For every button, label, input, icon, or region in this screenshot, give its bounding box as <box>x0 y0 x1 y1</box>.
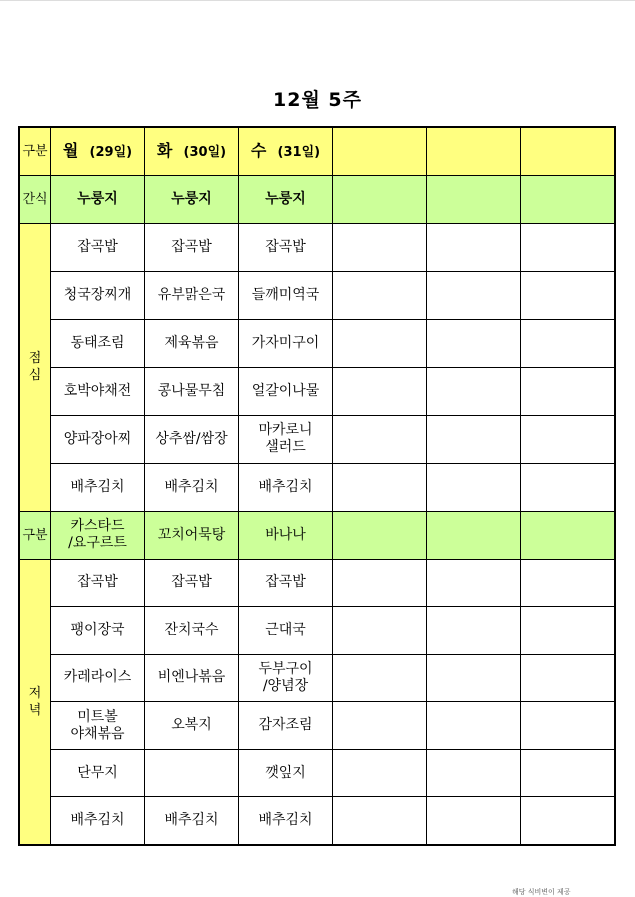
empty-cell <box>333 127 427 175</box>
empty-cell <box>427 463 521 511</box>
empty-cell <box>333 511 427 559</box>
mid-item: 바나나 <box>239 511 333 559</box>
dinner-item: 비엔나볶음 <box>145 654 239 702</box>
dinner-item: 잡곡밥 <box>145 559 239 607</box>
empty-cell <box>333 175 427 223</box>
empty-cell <box>521 415 616 463</box>
dinner-item: 깻잎지 <box>239 749 333 797</box>
dinner-item: 단무지 <box>51 749 145 797</box>
dinner-item: 미트볼 야채볶음 <box>51 702 145 750</box>
empty-cell <box>427 511 521 559</box>
dinner-item: 두부구이 /양념장 <box>239 654 333 702</box>
empty-cell <box>427 415 521 463</box>
dinner-item: 팽이장국 <box>51 607 145 655</box>
empty-cell <box>521 702 616 750</box>
dinner-item: 잡곡밥 <box>51 559 145 607</box>
day-name: 화 <box>156 140 173 160</box>
empty-cell <box>521 607 616 655</box>
empty-cell <box>333 415 427 463</box>
empty-cell <box>333 223 427 271</box>
dinner-item: 잡곡밥 <box>239 559 333 607</box>
empty-cell <box>427 367 521 415</box>
dinner-item: 근대국 <box>239 607 333 655</box>
empty-cell <box>427 749 521 797</box>
empty-cell <box>427 319 521 367</box>
empty-cell <box>521 797 616 845</box>
empty-cell <box>333 319 427 367</box>
empty-cell <box>521 127 616 175</box>
lunch-item: 호박야채전 <box>51 367 145 415</box>
empty-cell <box>521 175 616 223</box>
menu-table <box>18 126 616 846</box>
empty-cell <box>427 559 521 607</box>
lunch-item: 가자미구이 <box>239 319 333 367</box>
dinner-label: 저 녁 <box>19 559 51 845</box>
lunch-item: 콩나물무침 <box>145 367 239 415</box>
empty-cell <box>427 702 521 750</box>
empty-cell <box>427 654 521 702</box>
snack-label: 간식 <box>19 175 51 223</box>
day-header <box>51 127 145 175</box>
empty-cell <box>427 223 521 271</box>
lunch-item: 제육볶음 <box>145 319 239 367</box>
dinner-item: 감자조림 <box>239 702 333 750</box>
lunch-item: 잡곡밥 <box>239 223 333 271</box>
lunch-item: 배추김치 <box>239 463 333 511</box>
empty-cell <box>521 511 616 559</box>
day-date: (30일) <box>183 144 227 160</box>
dinner-item: 오복지 <box>145 702 239 750</box>
mid-label: 구분 <box>19 511 51 559</box>
empty-cell <box>521 223 616 271</box>
empty-cell <box>521 271 616 319</box>
empty-cell <box>427 271 521 319</box>
empty-cell <box>333 797 427 845</box>
day-name: 수 <box>250 140 267 160</box>
lunch-item: 들깨미역국 <box>239 271 333 319</box>
menu-cell: 누룽지 <box>51 175 145 223</box>
page-title: 12월 5주 <box>273 89 362 111</box>
empty-cell <box>427 175 521 223</box>
empty-cell <box>333 749 427 797</box>
empty-cell <box>521 463 616 511</box>
empty-cell <box>521 749 616 797</box>
mid-item: 꼬치어묵탕 <box>145 511 239 559</box>
footer-note: 해당 식비변이 제공 <box>512 888 571 896</box>
lunch-item: 얼갈이나물 <box>239 367 333 415</box>
empty-cell <box>333 702 427 750</box>
dinner-item: 배추김치 <box>145 797 239 845</box>
lunch-item: 동태조림 <box>51 319 145 367</box>
empty-cell <box>333 463 427 511</box>
empty-cell <box>427 797 521 845</box>
lunch-item: 양파장아찌 <box>51 415 145 463</box>
dinner-item: 배추김치 <box>51 797 145 845</box>
day-header <box>239 127 333 175</box>
lunch-item: 배추김치 <box>145 463 239 511</box>
lunch-item: 배추김치 <box>51 463 145 511</box>
menu-cell: 누룽지 <box>145 175 239 223</box>
day-date: (29일) <box>89 144 133 160</box>
dinner-item <box>145 749 239 797</box>
empty-cell <box>521 367 616 415</box>
empty-cell <box>333 559 427 607</box>
empty-cell <box>521 654 616 702</box>
empty-cell <box>521 559 616 607</box>
lunch-item: 잡곡밥 <box>145 223 239 271</box>
empty-cell <box>333 654 427 702</box>
lunch-item: 유부맑은국 <box>145 271 239 319</box>
dinner-item: 잔치국수 <box>145 607 239 655</box>
empty-cell <box>333 367 427 415</box>
lunch-item: 상추쌈/쌈장 <box>145 415 239 463</box>
empty-cell <box>427 607 521 655</box>
empty-cell <box>333 271 427 319</box>
dinner-item: 배추김치 <box>239 797 333 845</box>
empty-cell <box>427 127 521 175</box>
lunch-item: 잡곡밥 <box>51 223 145 271</box>
lunch-item: 청국장찌개 <box>51 271 145 319</box>
lunch-label: 점 심 <box>19 223 51 511</box>
dinner-item: 카레라이스 <box>51 654 145 702</box>
day-date: (31일) <box>277 144 321 160</box>
menu-cell: 누룽지 <box>239 175 333 223</box>
mid-item: 카스타드 /요구르트 <box>51 511 145 559</box>
empty-cell <box>333 607 427 655</box>
empty-cell <box>521 319 616 367</box>
day-name: 월 <box>62 140 79 160</box>
lunch-item: 마카로니 샐러드 <box>239 415 333 463</box>
day-header <box>145 127 239 175</box>
header-label: 구분 <box>19 127 51 175</box>
